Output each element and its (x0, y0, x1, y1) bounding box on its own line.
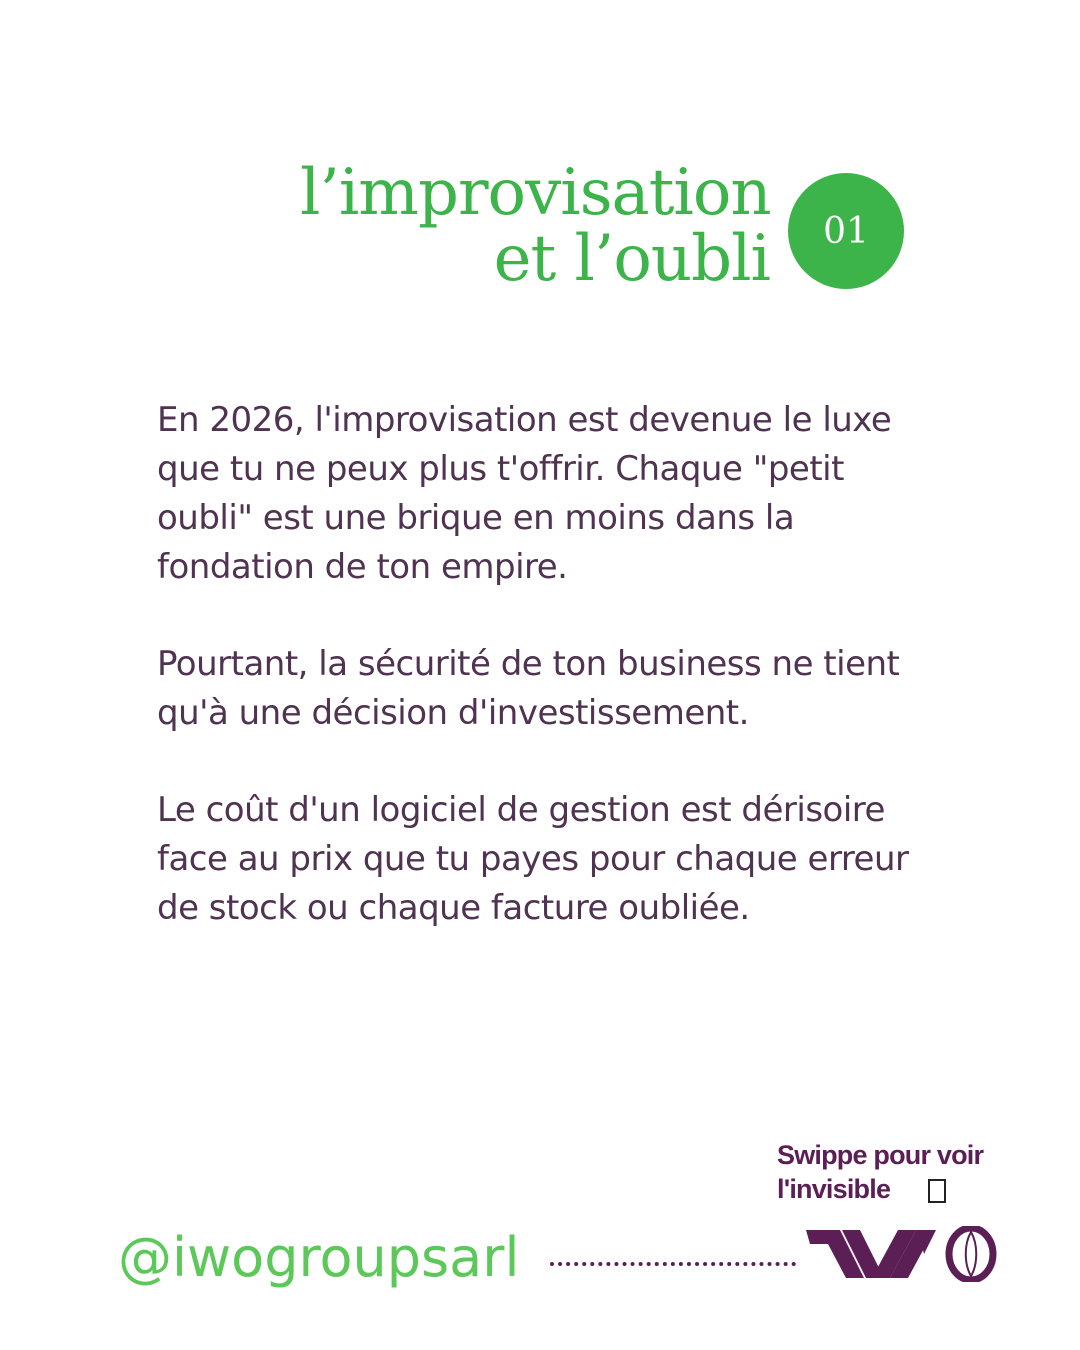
swipe-hint (777, 1138, 1037, 1206)
slide-number: 01 (823, 210, 869, 252)
arrow-icon (928, 1179, 946, 1203)
title-line-1: l’improvisation (300, 156, 771, 230)
iwo-logo (806, 1226, 998, 1282)
social-handle: @iwogroupsarl (118, 1226, 520, 1289)
body-text (157, 396, 917, 981)
paragraph-2: Pourtant, la sécurité de ton business ne tient qu'à une décision d'investissement. (157, 644, 900, 733)
paragraph-1: En 2026, l'improvisation est devenue le luxe que tu ne peux plus t'offrir. Chaque "petit oubli" est une brique en moins dans la fondation de ton empire. (157, 400, 892, 587)
title-line-2: et l’oubli (493, 222, 770, 296)
swipe-line-2: l'invisible (777, 1172, 1037, 1206)
slide-title (300, 156, 771, 296)
slide-number-badge (788, 173, 904, 289)
logo-o-inner (966, 1232, 977, 1276)
paragraph-3: Le coût d'un logiciel de gestion est dérisoire face au prix que tu payes pour chaque erreur de stock ou chaque facture oubliée. (157, 790, 909, 928)
dotted-divider (550, 1262, 796, 1266)
swipe-line-1: Swippe pour voir (777, 1140, 984, 1170)
